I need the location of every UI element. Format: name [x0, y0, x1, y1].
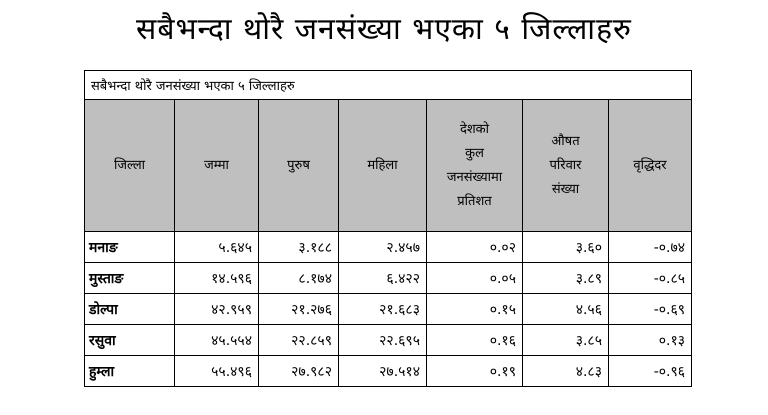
table-row [85, 325, 692, 356]
cell-female: २१.६८३ [339, 294, 427, 325]
cell-district: मुस्ताङ [85, 263, 175, 294]
cell-household-size: ३.६० [523, 232, 609, 263]
table-row [85, 294, 692, 325]
cell-female: ६.४२२ [339, 263, 427, 294]
header-female: महिला [339, 100, 427, 232]
cell-district: हुम्ला [85, 356, 175, 387]
cell-growth-rate: -०.६९ [609, 294, 692, 325]
cell-household-size: ३.८९ [523, 263, 609, 294]
header-growth-rate: वृद्धिदर [609, 100, 692, 232]
cell-percent: ०.१९ [427, 356, 523, 387]
table-caption-row [85, 71, 692, 100]
cell-male: २१.२७६ [259, 294, 339, 325]
cell-percent: ०.०५ [427, 263, 523, 294]
cell-female: २७.५१४ [339, 356, 427, 387]
cell-percent: ०.०२ [427, 232, 523, 263]
district-population-table [84, 70, 692, 387]
header-total: जम्मा [175, 100, 259, 232]
cell-total: ४२.९५९ [175, 294, 259, 325]
table-row [85, 356, 692, 387]
cell-male: २२.८५९ [259, 325, 339, 356]
cell-percent: ०.१६ [427, 325, 523, 356]
header-male: पुरुष [259, 100, 339, 232]
cell-household-size: ४.८३ [523, 356, 609, 387]
cell-household-size: ४.५६ [523, 294, 609, 325]
cell-district: डोल्पा [85, 294, 175, 325]
cell-growth-rate: ०.१३ [609, 325, 692, 356]
header-average-household-size: औषत परिवार संख्या [523, 100, 609, 232]
table-row [85, 232, 692, 263]
header-district: जिल्ला [85, 100, 175, 232]
cell-total: १४.५९६ [175, 263, 259, 294]
cell-total: ५.६४५ [175, 232, 259, 263]
cell-male: ३.१८८ [259, 232, 339, 263]
cell-growth-rate: -०.९६ [609, 356, 692, 387]
table-header-row [85, 100, 692, 232]
cell-female: २.४५७ [339, 232, 427, 263]
cell-district: मनाङ [85, 232, 175, 263]
header-percent-of-national-population: देशको कुल जनसंख्यामा प्रतिशत [427, 100, 523, 232]
cell-household-size: ३.८५ [523, 325, 609, 356]
cell-male: २७.९८२ [259, 356, 339, 387]
cell-district: रसुवा [85, 325, 175, 356]
table-row [85, 263, 692, 294]
page-title: सबैभन्दा थोरै जनसंख्या भएका ५ जिल्लाहरु [136, 12, 632, 47]
table-caption: सबैभन्दा थोरै जनसंख्या भएका ५ जिल्लाहरु [85, 71, 692, 100]
cell-total: ५५.४९६ [175, 356, 259, 387]
district-table-container [84, 70, 691, 387]
cell-growth-rate: -०.८५ [609, 263, 692, 294]
cell-female: २२.६९५ [339, 325, 427, 356]
cell-total: ४५.५५४ [175, 325, 259, 356]
cell-male: ८.१७४ [259, 263, 339, 294]
cell-growth-rate: -०.७४ [609, 232, 692, 263]
cell-percent: ०.१५ [427, 294, 523, 325]
